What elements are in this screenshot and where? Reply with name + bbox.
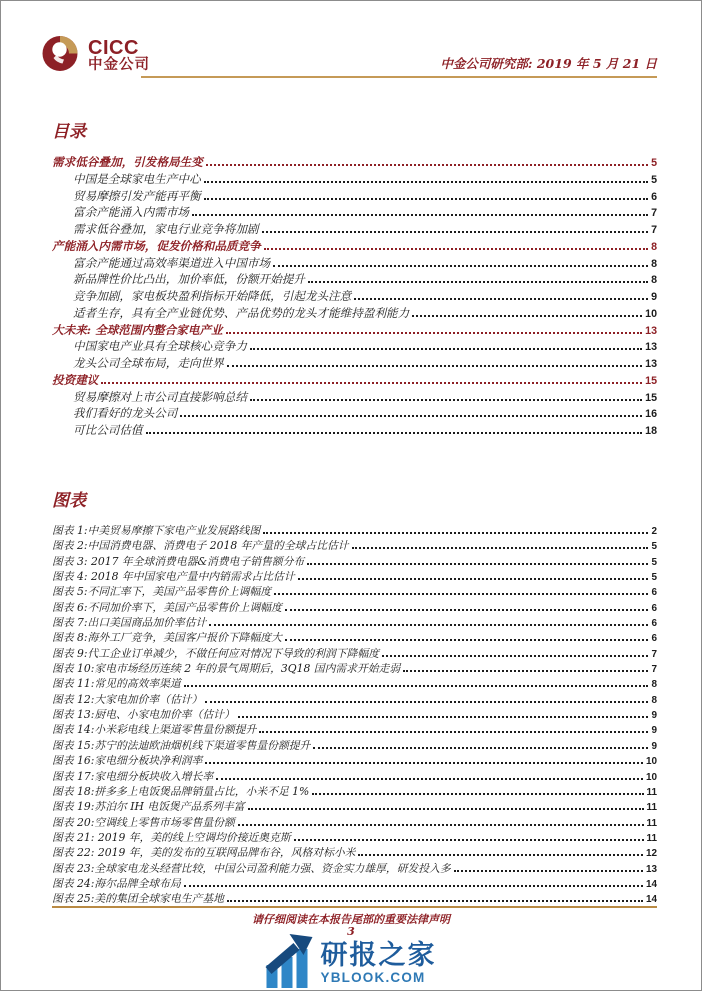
figure-leader-dots [313, 747, 648, 749]
research-dept-date: 中金公司研究部: 2019 年 5 月 21 日 [440, 56, 657, 71]
toc-leader-dots [192, 214, 648, 216]
figure-entry[interactable] [52, 876, 657, 891]
figure-entry[interactable] [52, 830, 657, 845]
figure-entry-label: 图表 5:不同汇率下，美国产品零售价上调幅度 [52, 585, 272, 599]
figure-entry[interactable] [52, 615, 657, 630]
toc-entry-label: 贸易摩擦引发产能再平衡 [73, 188, 201, 203]
figure-entry[interactable] [52, 584, 657, 599]
page-number: 3 [347, 925, 355, 938]
figure-entry[interactable] [52, 707, 657, 722]
figure-leader-dots [285, 609, 649, 611]
figure-leader-dots [294, 839, 644, 841]
toc-entry-page: 18 [645, 425, 657, 437]
figure-leader-dots [259, 731, 648, 733]
figure-entry-page: 6 [651, 602, 657, 614]
figure-entry[interactable] [52, 784, 657, 799]
toc-entry[interactable] [52, 389, 657, 406]
toc-leader-dots [264, 248, 648, 250]
toc-leader-dots [308, 281, 648, 283]
figure-leader-dots [403, 670, 648, 672]
figure-leader-dots [382, 655, 648, 657]
figure-entry[interactable] [52, 523, 657, 538]
figure-entry-label: 图表 25:美的集团全球家电生产基地 [52, 892, 224, 906]
figure-entry[interactable] [52, 661, 657, 676]
figure-leader-dots [274, 593, 648, 595]
watermark-name: 研报之家 [320, 939, 437, 970]
toc-section [52, 117, 657, 439]
toc-entry[interactable] [52, 422, 657, 439]
toc-entry-label: 富余产能通过高效率渠道进入中国市场 [73, 255, 271, 270]
figure-leader-dots [238, 716, 649, 718]
figure-entry[interactable] [52, 676, 657, 691]
toc-entry-page: 16 [645, 408, 657, 421]
figure-entry-page: 13 [645, 863, 657, 875]
figure-entry[interactable] [52, 646, 657, 661]
toc-entry-page: 5 [651, 157, 657, 169]
figure-leader-dots [209, 624, 648, 626]
header-rule [141, 76, 657, 78]
toc-entry-page: 6 [651, 190, 657, 203]
figure-entry-page: 14 [645, 878, 657, 890]
toc-entry[interactable] [52, 372, 657, 389]
toc-entry-label: 投资建议 [52, 372, 99, 387]
figure-entry-page: 5 [651, 556, 657, 568]
figure-leader-dots [205, 701, 648, 703]
toc-leader-dots [412, 315, 642, 317]
toc-leader-dots [101, 382, 642, 384]
toc-entry-label: 新品牌性价比凸出，加价率低，份额开始提升 [73, 272, 305, 287]
figure-leader-dots [312, 793, 643, 795]
figure-entry-label: 图表 2:中国消费电器、消费电子 2018 年产量的全球占比估计 [52, 539, 349, 553]
toc-entry-page: 13 [645, 341, 657, 354]
toc-entry-page: 15 [645, 374, 657, 387]
figure-entry-page: 9 [651, 740, 657, 752]
figure-entry-page: 5 [651, 572, 657, 584]
figure-entry-page: 9 [651, 710, 657, 722]
figure-entry-label: 图表 20:空调线上零售市场零售量份额 [52, 815, 235, 829]
figure-entry-page: 11 [646, 802, 657, 814]
figure-entry-label: 图表 22: 2019 年，美的发布的互联网品牌布谷，风格对标小米 [52, 846, 356, 860]
figure-entry-label: 图表 6:不同加价率下，美国产品零售价上调幅度 [52, 600, 282, 614]
figure-entry-page: 11 [646, 786, 657, 798]
figure-entry-page: 5 [651, 541, 657, 553]
toc-leader-dots [262, 231, 649, 233]
toc-entry-label: 可比公司估值 [73, 423, 143, 437]
toc-entry[interactable] [52, 188, 657, 205]
figure-entry[interactable] [52, 569, 657, 584]
figure-entry[interactable] [52, 815, 657, 830]
figure-entry-label: 图表 1:中美贸易摩擦下家电产业发展路线图 [52, 524, 261, 537]
figure-leader-dots [263, 532, 648, 534]
figure-entry-page: 12 [645, 848, 657, 860]
toc-entry-label: 贸易摩擦对上市公司直接影响总结 [73, 389, 247, 404]
toc-entry[interactable] [52, 288, 657, 305]
figure-leader-dots [285, 639, 649, 641]
figure-leader-dots [184, 885, 643, 887]
figure-entry[interactable] [52, 538, 657, 553]
toc-entry-page: 7 [651, 224, 657, 236]
figure-entry-label: 图表 15:苏宁的法迪欧油烟机线下渠道零售量份额提升 [52, 738, 311, 752]
toc-entry-label: 中国是全球家电生产中心 [73, 171, 201, 186]
toc-entry-label: 大未来: 全球范围内整合家电产业 [52, 322, 223, 337]
toc-entry-label: 富余产能涌入内需市场 [73, 205, 189, 220]
figure-leader-dots [184, 685, 649, 687]
toc-entry[interactable] [52, 338, 657, 355]
figures-section [52, 486, 657, 907]
toc-entry-page: 13 [645, 358, 657, 370]
toc-leader-dots [226, 332, 643, 334]
toc-leader-dots [227, 365, 642, 367]
toc-entry-label: 需求低谷叠加，引发格局生变 [52, 155, 203, 169]
toc-leader-dots [204, 181, 649, 183]
toc-leader-dots [250, 399, 642, 401]
figure-entry-label: 图表 16:家电细分板块净利润率 [52, 754, 203, 768]
toc-entry-label: 中国家电产业具有全球核心竞争力 [73, 339, 247, 354]
figure-entry-page: 2 [651, 526, 657, 537]
figure-leader-dots [358, 854, 642, 856]
figure-entry[interactable] [52, 845, 657, 860]
toc-entry-label: 需求低谷叠加，家电行业竞争将加剧 [73, 222, 259, 236]
toc-entry-page: 7 [651, 207, 657, 220]
toc-entry-label: 龙头公司全球布局，走向世界 [73, 356, 224, 370]
figure-entry[interactable] [52, 891, 657, 906]
figure-entry[interactable] [52, 630, 657, 645]
figure-entry[interactable] [52, 692, 657, 707]
figure-entry-label: 图表 4: 2018 年中国家电产量中内销需求占比估计 [52, 570, 295, 584]
toc-entry[interactable] [52, 221, 657, 238]
figure-entry-page: 11 [646, 817, 657, 829]
figure-entry-label: 图表 17:家电细分板块收入增长率 [52, 769, 214, 783]
figure-entry[interactable] [52, 554, 657, 569]
figure-entry-page: 7 [651, 664, 657, 676]
figure-leader-dots [352, 547, 649, 549]
cicc-logo-icon [40, 32, 81, 79]
figure-entry[interactable] [52, 769, 657, 784]
header-brand [40, 32, 150, 79]
toc-entry[interactable] [52, 305, 657, 322]
figure-entry-page: 14 [645, 894, 657, 906]
toc-entry[interactable] [52, 171, 657, 188]
figure-entry[interactable] [52, 600, 657, 615]
toc-leader-dots [180, 415, 642, 417]
toc-leader-dots [206, 164, 648, 166]
toc-entry-page: 5 [651, 173, 657, 186]
figure-entry-label: 图表 10:家电市场经历连续 2 年的景气周期后，3Q18 国内需求开始走弱 [52, 662, 401, 676]
toc-entry[interactable] [52, 238, 657, 255]
figure-entry-label: 图表 11:常见的高效率渠道 [52, 677, 181, 691]
toc-leader-dots [273, 265, 648, 267]
figure-entry-page: 8 [651, 694, 657, 706]
watermark[interactable] [266, 934, 437, 991]
figure-entry[interactable] [52, 738, 657, 753]
toc-leader-dots [354, 298, 648, 300]
figure-entry[interactable] [52, 753, 657, 768]
figure-leader-dots [238, 824, 644, 826]
brand-name-en: CICC [88, 36, 139, 59]
figure-entry-label: 图表 7:出口美国商品加价率估计 [52, 616, 207, 630]
figure-entry-page: 11 [646, 832, 657, 844]
toc-entry[interactable] [52, 204, 657, 221]
figure-entry-page: 9 [651, 725, 657, 737]
toc-leader-dots [146, 432, 643, 434]
toc-entry-label: 产能涌入内需市场，促发价格和品质竞争 [52, 238, 261, 253]
figure-entry-label: 图表 21: 2019 年，美的线上空调均价接近奥克斯 [52, 830, 291, 844]
figure-entry-label: 图表 19:苏泊尔 IH 电饭煲产品系列丰富 [52, 800, 245, 814]
figure-entry-label: 图表 13:厨电、小家电加价率（估计） [52, 708, 235, 722]
toc-entry-page: 13 [645, 324, 657, 337]
figure-leader-dots [454, 870, 643, 872]
figure-entry-label: 图表 23:全球家电龙头经营比较，中国公司盈利能力强、资金实力雄厚，研发投入多 [52, 861, 451, 875]
toc-entry-page: 9 [651, 291, 657, 303]
toc-entry-label: 适者生存，具有全产业链优势、产品优势的龙头才能维持盈利能力 [73, 305, 410, 320]
figure-entry-label: 图表 9:代工企业订单减少，不做任何应对情况下导致的利润下降幅度 [52, 646, 380, 660]
figure-entry-page: 6 [651, 633, 657, 645]
figure-leader-dots [216, 778, 643, 780]
figure-entry[interactable] [52, 799, 657, 814]
figure-entry-page: 6 [651, 618, 657, 630]
toc-entry[interactable] [52, 355, 657, 372]
figure-entry-label: 图表 24:海尔品牌全球布局 [52, 876, 181, 890]
toc-entry-page: 10 [645, 307, 657, 320]
figure-entry-label: 图表 8:海外工厂竞争，美国客户报价下降幅度大 [52, 631, 282, 645]
disclaimer-text: 请仔细阅读在本报告尾部的重要法律声明 [252, 913, 450, 926]
toc-entry-page: 8 [651, 257, 657, 270]
toc-entry-label: 我们看好的龙头公司 [73, 406, 178, 421]
toc-entry-page: 15 [645, 391, 657, 404]
figure-leader-dots [227, 900, 643, 902]
figure-leader-dots [307, 563, 648, 565]
toc-entry[interactable] [52, 255, 657, 272]
footer-rule [52, 906, 657, 908]
toc-entry[interactable] [52, 271, 657, 288]
toc-entry-page: 8 [651, 274, 657, 287]
watermark-chart-icon [266, 934, 313, 991]
toc-leader-dots [204, 198, 649, 200]
toc-entry[interactable] [52, 154, 657, 171]
figure-entry-label: 图表 14:小米彩电线上渠道零售量份额提升 [52, 723, 257, 737]
toc-leader-dots [250, 348, 642, 350]
toc-entry[interactable] [52, 405, 657, 422]
toc-entry-label: 竞争加剧，家电板块盈利指标开始降低，引起龙头注意 [73, 289, 352, 303]
figure-leader-dots [298, 578, 649, 580]
figure-entry-page: 8 [651, 679, 657, 691]
figure-entry-page: 7 [651, 648, 657, 660]
figure-entry-label: 图表 12:大家电加价率（估计） [52, 692, 203, 706]
toc-title: 目录 [52, 122, 86, 142]
figures-title: 图表 [52, 491, 86, 511]
figure-entry-label: 图表 3: 2017 年全球消费电器&消费电子销售额分布 [52, 554, 305, 568]
figure-entry-label: 图表 18:拼多多上电饭煲品牌销量占比，小米不足 1% [52, 784, 310, 798]
figure-entry-page: 6 [651, 587, 657, 599]
brand-name-cn: 中金公司 [88, 57, 150, 74]
figure-entry[interactable] [52, 861, 657, 876]
figure-leader-dots [248, 808, 644, 810]
figure-entry-page: 10 [645, 756, 657, 768]
figure-entry-page: 10 [645, 771, 657, 783]
figure-leader-dots [205, 762, 643, 764]
toc-entry[interactable] [52, 322, 657, 339]
figure-entry[interactable] [52, 722, 657, 737]
watermark-site: YBLOOK.COM [320, 969, 426, 985]
toc-entry-page: 8 [651, 240, 657, 253]
